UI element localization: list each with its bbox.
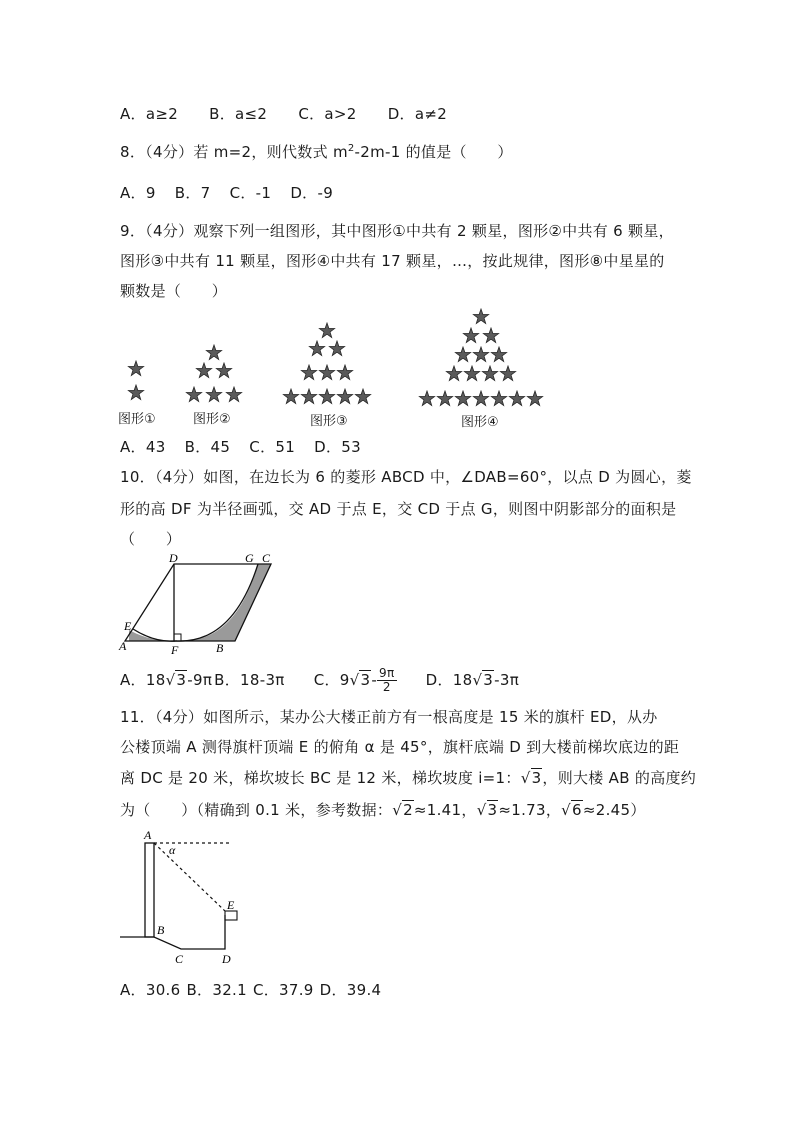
q10-option-c-fraction <box>377 667 396 694</box>
q8-option-d: D．-9 <box>290 184 334 202</box>
q9-caption-4: 图形④ <box>461 415 499 430</box>
q11-building <box>145 843 154 937</box>
q11-sight-line <box>154 843 225 911</box>
q11-options <box>120 979 381 1000</box>
q8-exponent: 2 <box>347 143 355 154</box>
q10-option-c-pre: C．9 <box>313 671 350 689</box>
q9-figure-2 <box>186 345 241 402</box>
q9-caption-2: 图形② <box>193 412 231 427</box>
q8-stem-text-end: -2m-1 的值是（ ） <box>354 143 513 161</box>
q7-option-d: D．a≠2 <box>387 105 448 123</box>
q8-option-c: C．-1 <box>229 184 272 202</box>
q11-building-figure <box>115 825 245 975</box>
q9-line-2: 图形③中共有 11 颗星，图形④中共有 17 颗星，…，按此规律，图形⑧中星星的 <box>120 252 665 270</box>
q9-options <box>120 436 387 457</box>
q9-figure-3 <box>283 323 370 404</box>
q11-ref-sqrt6-value: ≈2.45） <box>582 801 646 819</box>
q10-shaded-right <box>176 564 271 641</box>
q10-option-c-denominator: 2 <box>382 680 391 694</box>
q9-line-1: 9．（4分）观察下列一组图形，其中图形①中共有 2 颗星，图形②中共有 6 颗星， <box>120 222 674 240</box>
q10-option-c: C．9√3- $\frac{9\pi}{2}$ <box>313 666 395 694</box>
q9-figure-1 <box>128 361 143 400</box>
q9-figure-4 <box>419 309 542 406</box>
q11-option-c: C．37.9 <box>252 981 314 999</box>
q11-option-b: B．32.1 <box>186 981 247 999</box>
q10-option-d: D．18√3-3π <box>425 671 520 689</box>
q11-line-3-text-end: ，则大楼 AB 的高度约 <box>542 769 697 787</box>
q10-options <box>120 667 519 694</box>
q9-option-d: D．53 <box>314 438 361 456</box>
q11-ref-sqrt6: 6 <box>572 801 582 819</box>
q10-option-a: A．18√3-9π <box>120 671 213 689</box>
q10-label-b: B <box>216 641 224 655</box>
q10-right-angle-mark <box>174 634 181 641</box>
q7-option-a: A．a≥2 <box>120 105 179 123</box>
q11-line-4: 为（ ）（精确到 0.1 米，参考数据：√2≈1.41，√3≈1.73，√6≈2.45） <box>120 801 646 819</box>
q10-option-c-minus: - <box>371 671 378 689</box>
q11-line-4-text: 为（ ）（精确到 0.1 米，参考数据： <box>120 801 393 819</box>
q11-label-e: E <box>227 898 235 912</box>
q10-label-g: G <box>245 551 254 565</box>
q11-ref-sqrt3: 3 <box>487 801 498 819</box>
q10-option-a-radicand: 3 <box>176 671 187 689</box>
q11-ground-and-slope <box>120 915 225 949</box>
q11-label-d: D <box>222 952 231 966</box>
q9-option-c: C．51 <box>249 438 296 456</box>
q11-label-c: C <box>175 952 184 966</box>
q11-label-alpha: α <box>169 843 176 857</box>
q9-caption-3: 图形③ <box>310 414 348 429</box>
q10-label-a: A <box>119 639 127 653</box>
q10-label-d: D <box>169 551 178 565</box>
q11-label-b: B <box>157 923 165 937</box>
q10-line-3: （ ） <box>120 530 182 548</box>
q10-label-c: C <box>262 551 271 565</box>
q10-option-d-pre: D．18 <box>425 671 473 689</box>
q7-option-c: C．a>2 <box>298 105 357 123</box>
q10-option-c-numerator: 9π <box>379 666 395 680</box>
q7-option-b: B．a≤2 <box>209 105 268 123</box>
q11-line-1: 11．（4分）如图所示，某办公大楼正前方有一根高度是 15 米的旗杆 ED，从办 <box>120 708 658 726</box>
q11-ref-sqrt3-value: ≈1.73， <box>498 801 562 819</box>
q11-ref-sqrt2-value: ≈1.41， <box>413 801 477 819</box>
q10-option-a-pre: A．18 <box>120 671 166 689</box>
q10-option-d-post: -3π <box>494 671 520 689</box>
q8-options <box>120 182 359 203</box>
q8-option-a: A．9 <box>120 184 156 202</box>
q11-flag <box>225 911 237 920</box>
q10-label-e: E <box>124 619 132 633</box>
q11-ref-sqrt2: 2 <box>403 801 413 819</box>
q8-stem <box>120 141 513 162</box>
q10-option-b: B．18-3π <box>214 671 285 689</box>
q10-label-f: F <box>171 643 179 657</box>
q11-option-d: D．39.4 <box>319 981 382 999</box>
q11-label-a: A <box>144 828 152 842</box>
q7-options <box>120 103 473 124</box>
q9-line-3: 颗数是（ ） <box>120 282 228 300</box>
q10-line-1: 10．（4分）如图，在边长为 6 的菱形 ABCD 中，∠DAB=60°，以点 D 为圆心，菱 <box>120 468 692 486</box>
q8-option-b: B．7 <box>174 184 211 202</box>
q9-option-b: B．45 <box>184 438 231 456</box>
q10-option-c-radicand: 3 <box>360 671 371 689</box>
q11-slope-radicand: 3 <box>531 769 542 787</box>
q10-option-d-radicand: 3 <box>483 671 494 689</box>
q10-option-a-post: -9π <box>187 671 213 689</box>
q10-rhombus-figure <box>115 550 280 660</box>
q8-stem-text: 8．（4分）若 m=2，则代数式 m <box>120 143 348 161</box>
q11-line-3: 离 DC 是 20 米，梯坎坡长 BC 是 12 米，梯坎坡度 i=1：√3，则大楼 AB 的高度约 <box>120 769 697 787</box>
q11-line-2: 公楼顶端 A 测得旗杆顶端 E 的俯角 α 是 45°，旗杆底端 D 到大楼前梯坎底边的距 <box>120 738 680 756</box>
q9-option-a: A．43 <box>120 438 166 456</box>
q11-option-a: A．30.6 <box>120 981 181 999</box>
q11-line-3-text: 离 DC 是 20 米，梯坎坡长 BC 是 12 米，梯坎坡度 i=1： <box>120 769 521 787</box>
q10-line-2: 形的高 DF 为半径画弧，交 AD 于点 E，交 CD 于点 G，则图中阴影部分的面积是 <box>120 500 677 518</box>
q9-caption-1: 图形① <box>118 412 156 427</box>
